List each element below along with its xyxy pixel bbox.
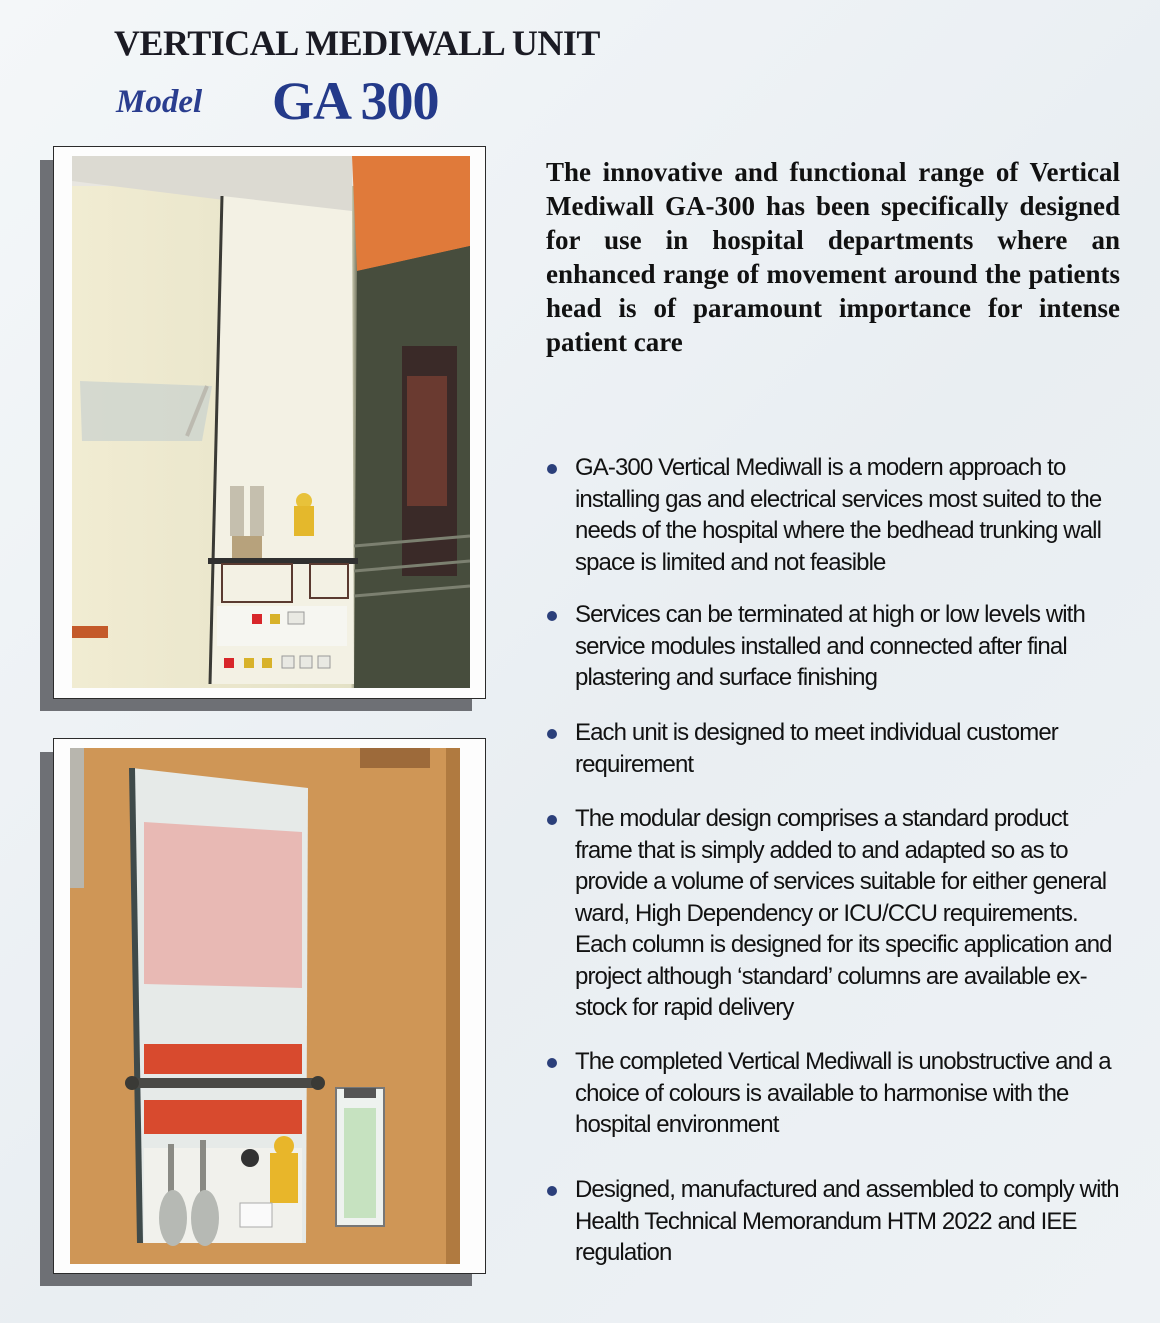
page-title: VERTICAL MEDIWALL UNIT xyxy=(114,23,600,63)
list-item xyxy=(545,717,1125,780)
feature-text: Services can be terminated at high or low levels with service modules installed and connected after final plastering and surface finishing xyxy=(575,601,1085,691)
list-item xyxy=(545,452,1125,578)
model-number: GA 300 xyxy=(272,71,439,131)
list-item xyxy=(545,803,1125,1024)
model-label: Model xyxy=(116,84,203,120)
bullet-icon xyxy=(547,729,557,739)
feature-text: Designed, manufactured and assembled to comply with Health Technical Memorandum HTM 2022 and IEE regulation xyxy=(575,1176,1119,1266)
bullet-icon xyxy=(547,611,557,621)
feature-text: The modular design comprises a standard product frame that is simply added to and adapted so as to provide a volume of services suitable for either general ward, High Dependency or ICU/CCU requirements. Each column is designed for its specific application and project although ‘standard’ columns are available ex-stock for rapid delivery xyxy=(575,805,1112,1021)
bullet-icon xyxy=(547,1058,557,1068)
mediwall-photo-bottom xyxy=(70,748,460,1264)
list-item xyxy=(545,1046,1125,1141)
intro-paragraph: The innovative and functional range of Vertical Mediwall GA-300 has been specifically designed for use in hospital departments where an enhanced range of movement around the patients head is of paramount importance for intense patient care xyxy=(546,157,1120,357)
list-item xyxy=(545,599,1125,694)
feature-text: The completed Vertical Mediwall is unobstructive and a choice of colours is available to harmonise with the hospital environment xyxy=(575,1048,1111,1138)
list-item xyxy=(545,1174,1125,1269)
bullet-icon xyxy=(547,1186,557,1196)
bullet-icon xyxy=(547,464,557,474)
mediwall-photo-top xyxy=(72,156,470,688)
feature-text: Each unit is designed to meet individual customer requirement xyxy=(575,719,1058,778)
bullet-icon xyxy=(547,815,557,825)
feature-text: GA-300 Vertical Mediwall is a modern approach to installing gas and electrical services most suited to the needs of the hospital where the bedhead trunking wall space is limited and not feasible xyxy=(575,454,1102,576)
